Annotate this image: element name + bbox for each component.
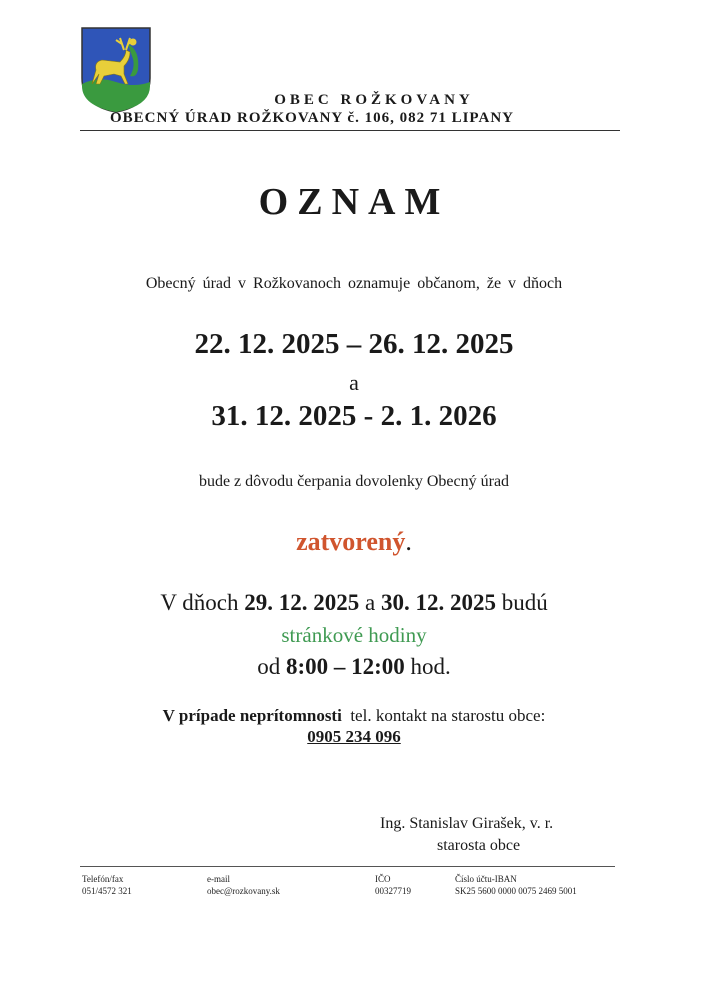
phone-number: 0905 234 096 bbox=[307, 727, 401, 746]
time-suffix: hod. bbox=[410, 654, 451, 679]
footer-divider bbox=[80, 866, 615, 867]
day-1: 29. 12. 2025 bbox=[244, 590, 360, 615]
office-hours-label: stránkové hodiny bbox=[281, 623, 427, 647]
office-hours-days bbox=[0, 590, 708, 616]
closed-notice bbox=[0, 527, 708, 557]
office-address: OBECNÝ ÚRAD ROŽKOVANY č. 106, 082 71 LIPANY bbox=[110, 110, 514, 126]
municipality-name: OBEC ROŽKOVANY bbox=[274, 92, 474, 108]
contact-rest: tel. kontakt na starostu obce: bbox=[350, 706, 546, 725]
days-prefix: V dňoch bbox=[160, 590, 239, 615]
time-value: 8:00 – 12:00 bbox=[285, 654, 405, 679]
footer-ico-value: 00327719 bbox=[375, 886, 411, 896]
contact-phone bbox=[0, 727, 708, 747]
footer-phone-label: Telefón/fax bbox=[82, 874, 124, 884]
signature-name: Ing. Stanislav Girašek, v. r. bbox=[380, 815, 554, 832]
date-range-2: 31. 12. 2025 - 2. 1. 2026 bbox=[211, 400, 497, 432]
notice-title: OZNAM bbox=[258, 181, 450, 223]
footer-iban-value: SK25 5600 0000 0075 2469 5001 bbox=[455, 886, 577, 896]
footer-email bbox=[207, 873, 280, 897]
footer-ico bbox=[375, 873, 411, 897]
office-hours-time bbox=[0, 654, 708, 680]
contact-text bbox=[0, 706, 708, 726]
footer-iban-label: Číslo účtu-IBAN bbox=[455, 874, 517, 884]
contact-bold: V prípade neprítomnosti bbox=[162, 706, 342, 725]
footer-phone bbox=[82, 873, 132, 897]
day-2: 30. 12. 2025 bbox=[380, 590, 496, 615]
footer-phone-value: 051/4572 321 bbox=[82, 886, 132, 896]
footer-ico-label: IČO bbox=[375, 874, 391, 884]
date-range-1: 22. 12. 2025 – 26. 12. 2025 bbox=[194, 328, 514, 360]
header-divider bbox=[80, 130, 620, 131]
footer-email-value: obec@rozkovany.sk bbox=[207, 886, 280, 896]
closed-word: zatvorený bbox=[296, 527, 406, 556]
intro-text: Obecný úrad v Rožkovanoch oznamuje občanom, že v dňoch bbox=[145, 275, 563, 292]
closed-punct: . bbox=[405, 527, 412, 556]
footer-email-label: e-mail bbox=[207, 874, 230, 884]
reason-text: bude z dôvodu čerpania dovolenky Obecný úrad bbox=[198, 473, 510, 490]
signature-role: starosta obce bbox=[437, 837, 521, 854]
days-suffix: budú bbox=[501, 590, 548, 615]
days-and: a bbox=[364, 590, 376, 615]
conjunction-text: a bbox=[349, 370, 359, 395]
footer-iban bbox=[455, 873, 577, 897]
time-prefix: od bbox=[257, 654, 281, 679]
